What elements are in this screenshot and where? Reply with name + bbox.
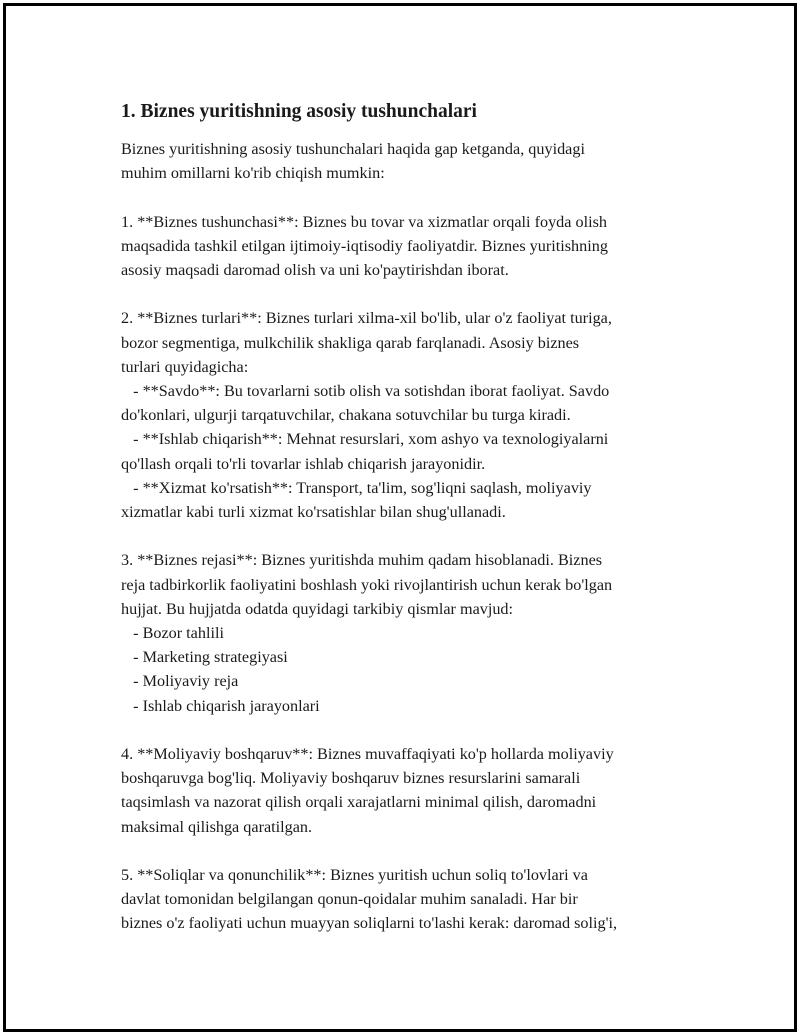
paragraph bbox=[121, 742, 701, 839]
text-line: hujjat. Bu hujjatda odatda quyidagi tarkibiy qismlar mavjud: bbox=[121, 599, 514, 618]
section-heading: 1. Biznes yuritishning asosiy tushunchalari bbox=[121, 101, 477, 122]
text-line: - **Ishlab chiqarish**: Mehnat resurslari, xom ashyo va texnologiyalarni bbox=[121, 430, 609, 449]
text-line: Biznes yuritishning asosiy tushunchalari haqida gap ketganda, quyidagi bbox=[121, 140, 585, 158]
page-frame bbox=[3, 3, 797, 1032]
text-line: bozor segmentiga, mulkchilik shakliga qarab farqlanadi. Asosiy biznes bbox=[121, 333, 580, 352]
paragraph bbox=[121, 863, 701, 936]
text-line: 3. **Biznes rejasi**: Biznes yuritishda muhim qadam hisoblanadi. Biznes bbox=[121, 551, 603, 570]
paragraph-container bbox=[121, 137, 701, 936]
text-line: turlari quyidagicha: bbox=[121, 357, 249, 376]
text-line: xizmatlar kabi turli xizmat ko'rsatishlar bilan shug'ullanadi. bbox=[121, 503, 506, 522]
text-line: - **Xizmat ko'rsatish**: Transport, ta'lim, sog'liqni saqlash, moliyaviy bbox=[121, 478, 592, 497]
text-line: asosiy maqsadi daromad olish va uni ko'paytirishdan iborat. bbox=[121, 261, 509, 279]
text-line: maksimal qilishga qaratilgan. bbox=[121, 817, 313, 836]
text-line: maqsadida tashkil etilgan ijtimoiy-iqtisodiy faoliyatdir. Biznes yuritishning bbox=[121, 236, 608, 255]
text-line: 5. **Soliqlar va qonunchilik**: Biznes yuritish uchun soliq to'lovlari va bbox=[121, 866, 588, 885]
text-line: davlat tomonidan belgilangan qonun-qoidalar muhim sanaladi. Har bir bbox=[121, 890, 578, 909]
paragraph bbox=[121, 210, 701, 283]
paragraph bbox=[121, 548, 701, 717]
text-line: - Bozor tahlili bbox=[121, 624, 224, 643]
text-line: - Ishlab chiqarish jarayonlari bbox=[121, 696, 320, 715]
text-line: 2. **Biznes turlari**: Biznes turlari xilma-xil bo'lib, ular o'z faoliyat turiga, bbox=[121, 309, 612, 328]
text-line: muhim omillarni ko'rib chiqish mumkin: bbox=[121, 164, 385, 183]
text-line: biznes o'z faoliyati uchun muayyan soliqlarni to'lashi kerak: daromad solig'i, bbox=[121, 914, 618, 933]
text-line: - Moliyaviy reja bbox=[121, 672, 239, 691]
text-line: 4. **Moliyaviy boshqaruv**: Biznes muvaffaqiyati ko'p hollarda moliyaviy bbox=[121, 745, 614, 764]
document-body bbox=[121, 98, 701, 960]
text-line: - Marketing strategiyasi bbox=[121, 648, 288, 667]
text-line: qo'llash orqali to'rli tovarlar ishlab chiqarish jarayonidir. bbox=[121, 454, 486, 473]
text-line: do'konlari, ulgurji tarqatuvchilar, chakana sotuvchilar bu turga kiradi. bbox=[121, 406, 571, 425]
text-line: boshqaruvga bog'liq. Moliyaviy boshqaruv biznes resurslarini samarali bbox=[121, 769, 581, 788]
text-line: reja tadbirkorlik faoliyatini boshlash yoki rivojlantirish uchun kerak bo'lgan bbox=[121, 575, 613, 594]
paragraph bbox=[121, 137, 701, 185]
text-line: taqsimlash va nazorat qilish orqali xarajatlarni minimal qilish, daromadni bbox=[121, 793, 597, 812]
paragraph bbox=[121, 306, 701, 524]
text-line: 1. **Biznes tushunchasi**: Biznes bu tovar va xizmatlar orqali foyda olish bbox=[121, 212, 607, 231]
text-line: - **Savdo**: Bu tovarlarni sotib olish va sotishdan iborat faoliyat. Savdo bbox=[121, 382, 610, 400]
